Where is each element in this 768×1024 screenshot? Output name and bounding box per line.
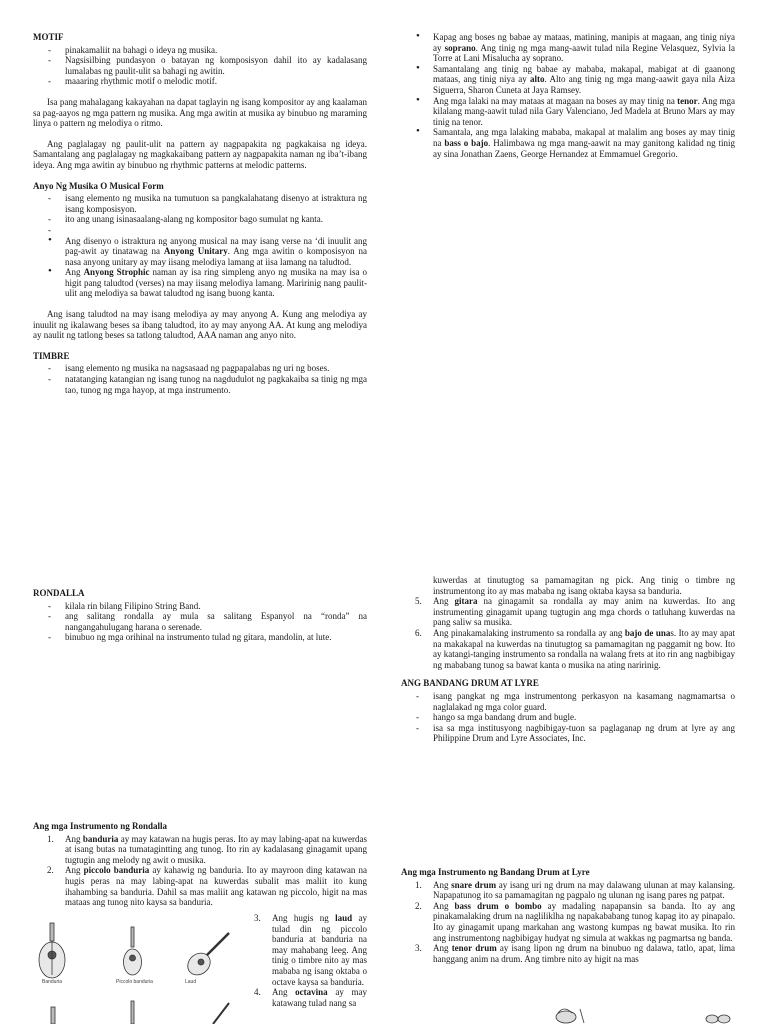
banduria-image — [39, 923, 65, 978]
list-item: 2. Ang bass drum o bombo ay madaling napapansin sa banda. Ito ay ang pinakamalaking drum na nagliliklha ng napakababang tunog kapag ito ay pinapalo. Ito ay ginagamit upang markahan ang wastong kumpas ng bawat musika. Ito rin ang instrumentong nagbibigay hudyat ng simula at wakkas ng pagmartsa ng banda. — [415, 900, 735, 943]
list-item: 3. Ang hugis ng laud ay tulad din ng piccolo banduria at banduria na may mahabang leeg. Ang tinig o timbre nito ay mas mababa ng isang oktaba o octave kaysa sa banduria. — [254, 913, 367, 987]
anyo-dash-list — [33, 193, 367, 235]
list-item: - natatanging katangian ng isang tunog na nagdudulot ng pagkakaiba sa tinig ng mga tao, tunog ng mga hayop, at mga instrumento. — [33, 374, 367, 395]
instruments-drum-list — [401, 880, 735, 965]
list-item: 1. Ang snare drum ay isang uri ng drum na may dalawang ulunan at may kalansing. Napapatunog ito sa pamamagitan ng pagpalo ng ulunan ng isang pares ng patpat. — [415, 879, 735, 901]
list-item: 4. Ang octavina ay may katawang tulad nang sa — [254, 987, 367, 1008]
list-item: • Samantala, ang mga lalaking mababa, makapal at malalim ang boses ay may tinig na bass o bajo. Halimbawa ng mga mang-aawit na may ganitong kalidad ng tinig ay sina Jonathan Zaens, George Hernandez at Emmamuel Gregorio. — [401, 127, 735, 159]
left-top-column — [33, 32, 367, 395]
list-item: - hango sa mga bandang drum and bugle. — [401, 712, 735, 723]
list-item: - ito ang unang isinasaalang-alang ng kompositor bago sumulat ng kanta. — [33, 214, 367, 225]
list-item: - Nagsisilbing pundasyon o batayan ng komposisyon dahil ito ay kadalasang lumalabas ng paulit-ulit sa bahagi ng awitin. — [33, 55, 367, 76]
instruments-illustration — [33, 915, 248, 1024]
motif-paragraph-2: Ang paglalagay ng paulit-ulit na pattern ay nagpapakita ng pagkakaisa ng ideya. Samantalang ang paglalagay ng magkakaibang pattern ay nagpapakita naman ng iba’t-ibang ideya. Ang mga awitin ay binubuo ng rhythmic patterns at melodic patterns. — [33, 138, 367, 170]
instruments-rondalla-section — [33, 821, 367, 908]
list-item: 3. Ang tenor drum ay isang lipon ng drum na binubuo ng dalawa, tatlo, apat, lima hanggang anim na drum. Ang timbre nito ay higit na mas — [415, 943, 736, 964]
list-item: - pinakamaliit na bahagi o ideya ng musika. — [33, 45, 367, 56]
right-top-column — [401, 32, 735, 159]
motif-list — [33, 45, 367, 87]
list-item: 6. Ang pinakamalaking instrumento sa rondalla ay ang bajo de unas. Ito ay may apat na makakapal na kuwerdas na tinutugtog sa pamamagitan ng paggamit ng bow. Ito ay katangi-tanging instrumento sa rondalla na walang frets at ito rin ang nagbibigay ng mababang tunog sa bawat kanta o musika na ating naririnig. — [415, 627, 735, 670]
list-item: • Ang Anyong Strophic naman ay isa ring simpleng anyo ng musika na may isa o higit pang taludtod (verses) na may iisang melodiya lamang. Maririnig nang paulit-ulit ang melodiya sa bawat taludtod ng isang buong kanta. — [33, 267, 367, 299]
anyo-paragraph: Ang isang taludtod na may isang melodiya ay may anyong A. Kung ang melodiya ay inuulit ng ikalawang beses sa ibang taludtod, ito ay may anyong AA. At kung ang melodiya ay naulit ng tatlong beses sa tatlong taludtod, AAA naman ang anyo nito. — [33, 309, 367, 341]
instruments-drum-heading: Ang mga Instrumento ng Bandang Drum at Lyre — [401, 867, 590, 877]
list-item: 5. Ang gitara na ginagamit sa rondalla ay may anim na kuwerdas. Ito ang instrumenting ginagamit upang tugtugin ang mga chords o tatluhang kuwerdas na pang saliw sa musika. — [415, 596, 735, 628]
drum-illustration — [540, 1005, 740, 1024]
list-item: • Ang mga lalaki na may mataas at magaan na boses ay may tinig na tenor. Ang mga kilalang mang-aawit tulad nila Gary Valenciano, Jed Madela at Bruno Mars ay may tinig na tenor. — [401, 96, 735, 128]
list-item: - isang elemento ng musika na nagsasaad ng pagpapalabas ng uri ng boses. — [33, 363, 367, 374]
list-item: 2. Ang piccolo banduria ay kahawig ng banduria. Ito ay mayroon ding katawan na hugis peras na may labing-apat na kuwerdas subalit mas maliit ito kung ihahambing sa banduria. Dahil sa mas maliit ang katawan ng piccolo, higit na mas mataas ang tunog nito kaysa sa banduria. — [47, 865, 367, 908]
anyo-heading: Anyo Ng Musika O Musical Form — [33, 180, 164, 191]
continued-text: kuwerdas at tinutugtog sa pamamagitan ng pick. Ang tinig o timbre ng instrumentong ito ay mas mababa ng isang oktaba kaysa sa banduria. — [433, 575, 735, 596]
drum-lyre-list — [401, 691, 735, 744]
list-item: - isang elemento ng musika na tumutuon sa pangkalahatang disenyo at istraktura ng isang komposisyon. — [33, 193, 367, 214]
drum-figure — [540, 1005, 740, 1024]
piccolo-banduria-image — [124, 927, 142, 975]
instruments-rondalla-heading: Ang mga Instrumento ng Rondalla — [33, 821, 168, 831]
timbre-list — [33, 363, 367, 395]
list-item: • Kapag ang boses ng babae ay mataas, matining, manipis at magaan, ang tinig niya ay soprano. Ang tinig ng mga mang-aawit tulad nila Regine Velasquez, Sylvia la Torre at Lani Misalucha ay soprano. — [401, 32, 735, 64]
list-item: - ang salitang rondalla ay mula sa salitang Espanyol na “ronda” na nangangahulugang harana o serenade. — [33, 611, 367, 632]
list-item: - kilala rin bilang Filipino String Band. — [33, 601, 367, 612]
anyo-bullet-list — [33, 236, 367, 300]
rondalla-section — [33, 588, 367, 643]
rondalla-list — [33, 601, 367, 643]
list-item: - maaaring rhythmic motif o melodic motif. — [33, 76, 367, 87]
gitara-image — [131, 1001, 134, 1024]
instruments-drum-section — [401, 867, 735, 964]
motif-heading: MOTIF — [33, 32, 64, 42]
banduria-caption: Banduria — [42, 979, 63, 985]
list-item: • Ang disenyo o istraktura ng anyong musical na may isang verse na ‘di inuulit ang pag-awit ay tinatawag na Anyong Unitary. Ang mga awitin o komposisyon na nasa anyong unitary ay may iisang melodiya lamang at iisa lamang na taludtod. — [33, 236, 367, 268]
bajo-image — [213, 1003, 229, 1024]
list-item: - isang pangkat ng mga instrumentong perkasyon na kasamang nagmamartsa o naglalakad ng mga color guard. — [401, 691, 735, 712]
rondalla-instruments-continued — [401, 596, 735, 670]
drum-lyre-heading: ANG BANDANG DRUM AT LYRE — [401, 678, 539, 689]
rondalla-heading: RONDALLA — [33, 588, 85, 598]
list-item: - isa sa mga institusyong nagbibigay-tuon sa paglaganap ng drum at lyre ay ang Philippine Drum and Lyre Associates, Inc. — [401, 723, 735, 744]
rondalla-continued — [401, 575, 735, 744]
instruments-rondalla-list — [33, 834, 367, 908]
voice-types-list — [401, 32, 735, 159]
laud-image — [183, 933, 229, 979]
laud-caption: Laud — [185, 979, 197, 985]
timbre-heading: TIMBRE — [33, 350, 70, 361]
octavina-image — [51, 1007, 55, 1024]
list-item: 1. Ang banduria ay may katawan na hugis peras. Ito ay may labing-apat na kuwerdas at isang butas na tumatagintting ang tunog. Ito rin ay kadalasang ginagamit upang tugtugin ang melody ng awit o musika. — [47, 833, 368, 865]
rondalla-instruments-figure — [33, 915, 248, 1024]
list-item: • Samantalang ang tinig ng babae ay mababa, makapal, mabigat at di gaanong mataas, ang tinig niya ay alto. Alto ang tinig ng mga mang-aawit gaya nila Aiza Siguerra, Sharon Cuneta at Jaya Ramsey. — [401, 64, 735, 96]
list-item: - binubuo ng mga orihinal na instrumento tulad ng gitara, mandolin, at lute. — [33, 632, 367, 643]
piccolo-banduria-caption: Piccolo banduria — [116, 979, 153, 985]
motif-paragraph-1: Isa pang mahalagang kakayahan na dapat taglayin ng isang kompositor ay ang kaalaman sa pag-aayos ng mga pattern ng musika. Ang mga awitin at musika ay binubuo ng maraming linya o pattern ng melodiya o ritmo. — [33, 96, 367, 129]
instruments-rondalla-narrow — [252, 913, 367, 1008]
list-item — [33, 225, 367, 236]
